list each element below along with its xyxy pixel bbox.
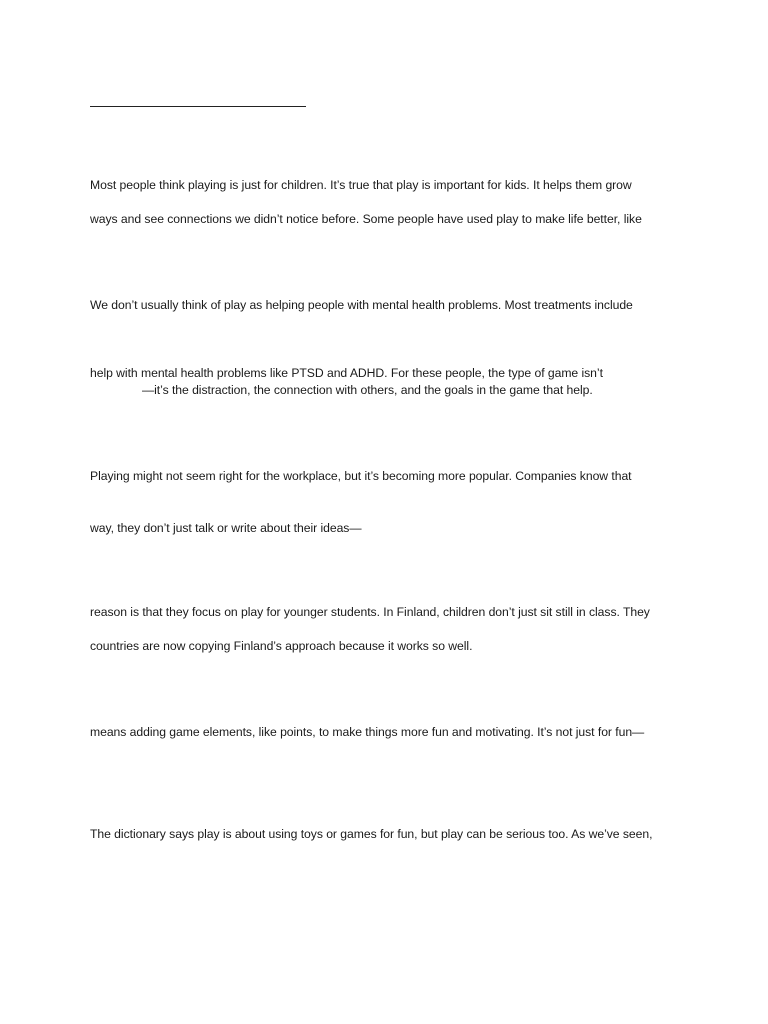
text-line: We don’t usually think of play as helping people with mental health problems. Most treatments include [90, 298, 633, 312]
text-line: help with mental health problems like PTSD and ADHD. For these people, the type of game isn’t [90, 366, 603, 380]
text-line: ways and see connections we didn’t notice before. Some people have used play to make life better, like [90, 212, 642, 226]
text-line: countries are now copying Finland’s approach because it works so well. [90, 639, 473, 653]
text-line: reason is that they focus on play for younger students. In Finland, children don’t just sit still in class. They [90, 605, 650, 619]
text-line: The dictionary says play is about using toys or games for fun, but play can be serious too. As we’ve seen, [90, 827, 653, 841]
title-underline [90, 106, 306, 107]
text-line: means adding game elements, like points, to make things more fun and motivating. It’s not just for fun— [90, 725, 645, 739]
text-line: Most people think playing is just for children. It’s true that play is important for kids. It helps them grow [90, 178, 632, 192]
text-line: —it’s the distraction, the connection with others, and the goals in the game that help. [142, 383, 593, 397]
text-line: Playing might not seem right for the workplace, but it’s becoming more popular. Companies know that [90, 469, 632, 483]
text-line: way, they don’t just talk or write about their ideas— [90, 521, 362, 535]
